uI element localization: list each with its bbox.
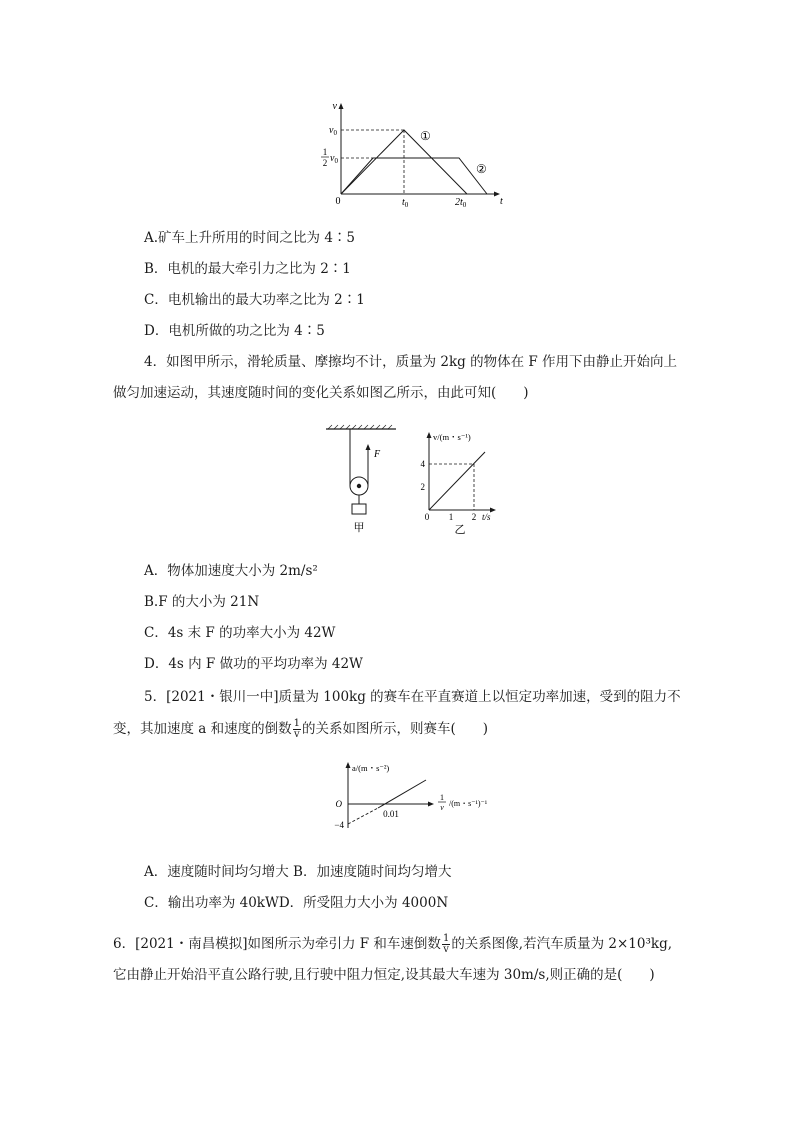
q4-option-b: B.F 的大小为 21N bbox=[144, 594, 260, 610]
origin-label: 0 bbox=[424, 512, 430, 522]
acceleration-reciprocal-velocity-graph bbox=[330, 758, 520, 838]
curve-1-label: ① bbox=[420, 129, 431, 143]
q3-option-c: C．电机输出的最大功率之比为 2∶1 bbox=[144, 292, 365, 308]
q5-frac-num: 1 bbox=[293, 718, 301, 729]
half-den: 2 bbox=[322, 158, 328, 168]
x-axis-unit: /(m・s⁻¹)⁻¹ bbox=[449, 799, 488, 808]
q5-stem-line2-post: 的关系如图所示，则赛车( ) bbox=[302, 721, 489, 737]
q6-frac-den: v bbox=[443, 944, 449, 955]
x-axis-unit: t/s bbox=[482, 512, 491, 522]
x-axis-arrow bbox=[490, 508, 496, 513]
q6-stem-line2: 它由静止开始沿平直公路行驶,且行驶中阻力恒定,设其最大车速为 30m/s,则正确的是( ) bbox=[113, 967, 655, 983]
half-num: 1 bbox=[322, 147, 328, 157]
q5-stem-line1: 5．[2021・银川一中]质量为 100kg 的赛车在平直赛道上以恒定功率加速，受到的阻力不 bbox=[144, 689, 681, 705]
q4-stem-line2: 做匀加速运动，其速度随时间的变化关系如图乙所示，由此可知( ) bbox=[113, 385, 529, 401]
q6-stem-line1-pre: 6．[2021・南昌模拟]如图所示为牵引力 F 和车速倒数 bbox=[113, 936, 441, 952]
q6-frac-num: 1 bbox=[442, 933, 450, 944]
y-tick-4: 4 bbox=[420, 459, 425, 469]
pulley-figure bbox=[322, 424, 400, 534]
y-axis-label: v/(m・s⁻¹) bbox=[433, 432, 471, 442]
q5-options-cd: C．输出功率为 40kWD．所受阻力大小为 4000N bbox=[144, 895, 449, 911]
y-axis-arrow bbox=[427, 432, 432, 438]
q4-option-d: D．4s 内 F 做功的平均功率为 42W bbox=[144, 656, 363, 672]
half-v0-label: $v_0$ bbox=[330, 153, 338, 165]
velocity-time-graph-2 bbox=[418, 430, 508, 540]
force-label: F bbox=[374, 449, 381, 460]
curve-2-label: ② bbox=[476, 162, 487, 176]
origin-label: O bbox=[335, 799, 342, 809]
y-tick-2: 2 bbox=[420, 482, 425, 492]
origin-label: 0 bbox=[335, 196, 341, 207]
guide-neg4 bbox=[348, 808, 378, 824]
q4-option-a: A．物体加速度大小为 2m/s² bbox=[144, 563, 318, 579]
x-tick-001: 0.01 bbox=[383, 809, 399, 819]
q4-option-c: C．4s 末 F 的功率大小为 42W bbox=[144, 625, 336, 641]
t0-label: $t_0$ bbox=[402, 197, 409, 209]
q6-reciprocal-fraction bbox=[442, 934, 450, 955]
velocity-time-graph-1 bbox=[316, 100, 506, 210]
x-label-num: 1 bbox=[440, 793, 444, 802]
x-tick-1: 1 bbox=[448, 512, 454, 522]
q6-stem-line1 bbox=[113, 934, 672, 955]
velocity-line bbox=[429, 452, 485, 510]
y-axis-label: a/(m・s⁻²) bbox=[352, 763, 390, 773]
fig-right-caption: 乙 bbox=[454, 524, 466, 536]
y-axis-arrow bbox=[346, 762, 351, 768]
v-axis-label: v bbox=[332, 101, 337, 112]
t-axis-label: t bbox=[500, 196, 503, 207]
y-tick-neg4: −4 bbox=[334, 820, 344, 830]
q5-stem-line2-pre: 变，其加速度 a 和速度的倒数 bbox=[113, 721, 292, 737]
q5-stem-line2 bbox=[113, 719, 488, 740]
q5-reciprocal-fraction bbox=[293, 719, 301, 740]
y-axis-arrow bbox=[339, 103, 344, 109]
x-tick-2: 2 bbox=[471, 512, 477, 522]
x-axis-arrow bbox=[428, 802, 434, 807]
q5-options-ab: A．速度随时间均匀增大 B．加速度随时间均匀增大 bbox=[144, 864, 452, 880]
ceiling-hatch bbox=[328, 425, 392, 429]
q5-frac-den: v bbox=[294, 729, 300, 740]
q4-stem-line1: 4．如图甲所示，滑轮质量、摩擦均不计，质量为 2kg 的物体在 F 作用下由静止开始向上 bbox=[144, 354, 678, 370]
force-arrowhead bbox=[366, 444, 371, 450]
pulley-axle bbox=[357, 484, 361, 488]
mass-block bbox=[352, 504, 366, 514]
v0-label: $v_0$ bbox=[329, 125, 337, 137]
q3-option-d: D．电机所做的功之比为 4∶5 bbox=[144, 323, 325, 339]
q3-option-a: A.矿车上升所用的时间之比为 4∶5 bbox=[144, 230, 356, 246]
fig-left-caption: 甲 bbox=[353, 522, 365, 534]
x-label-den: v bbox=[440, 803, 444, 812]
q3-option-b: B．电机的最大牵引力之比为 2∶1 bbox=[144, 261, 351, 277]
two-t0-label: $2t_0$ bbox=[455, 197, 467, 209]
q6-stem-line1-post: 的关系图像,若汽车质量为 2×10³kg, bbox=[451, 936, 672, 952]
curve-2 bbox=[341, 158, 487, 194]
